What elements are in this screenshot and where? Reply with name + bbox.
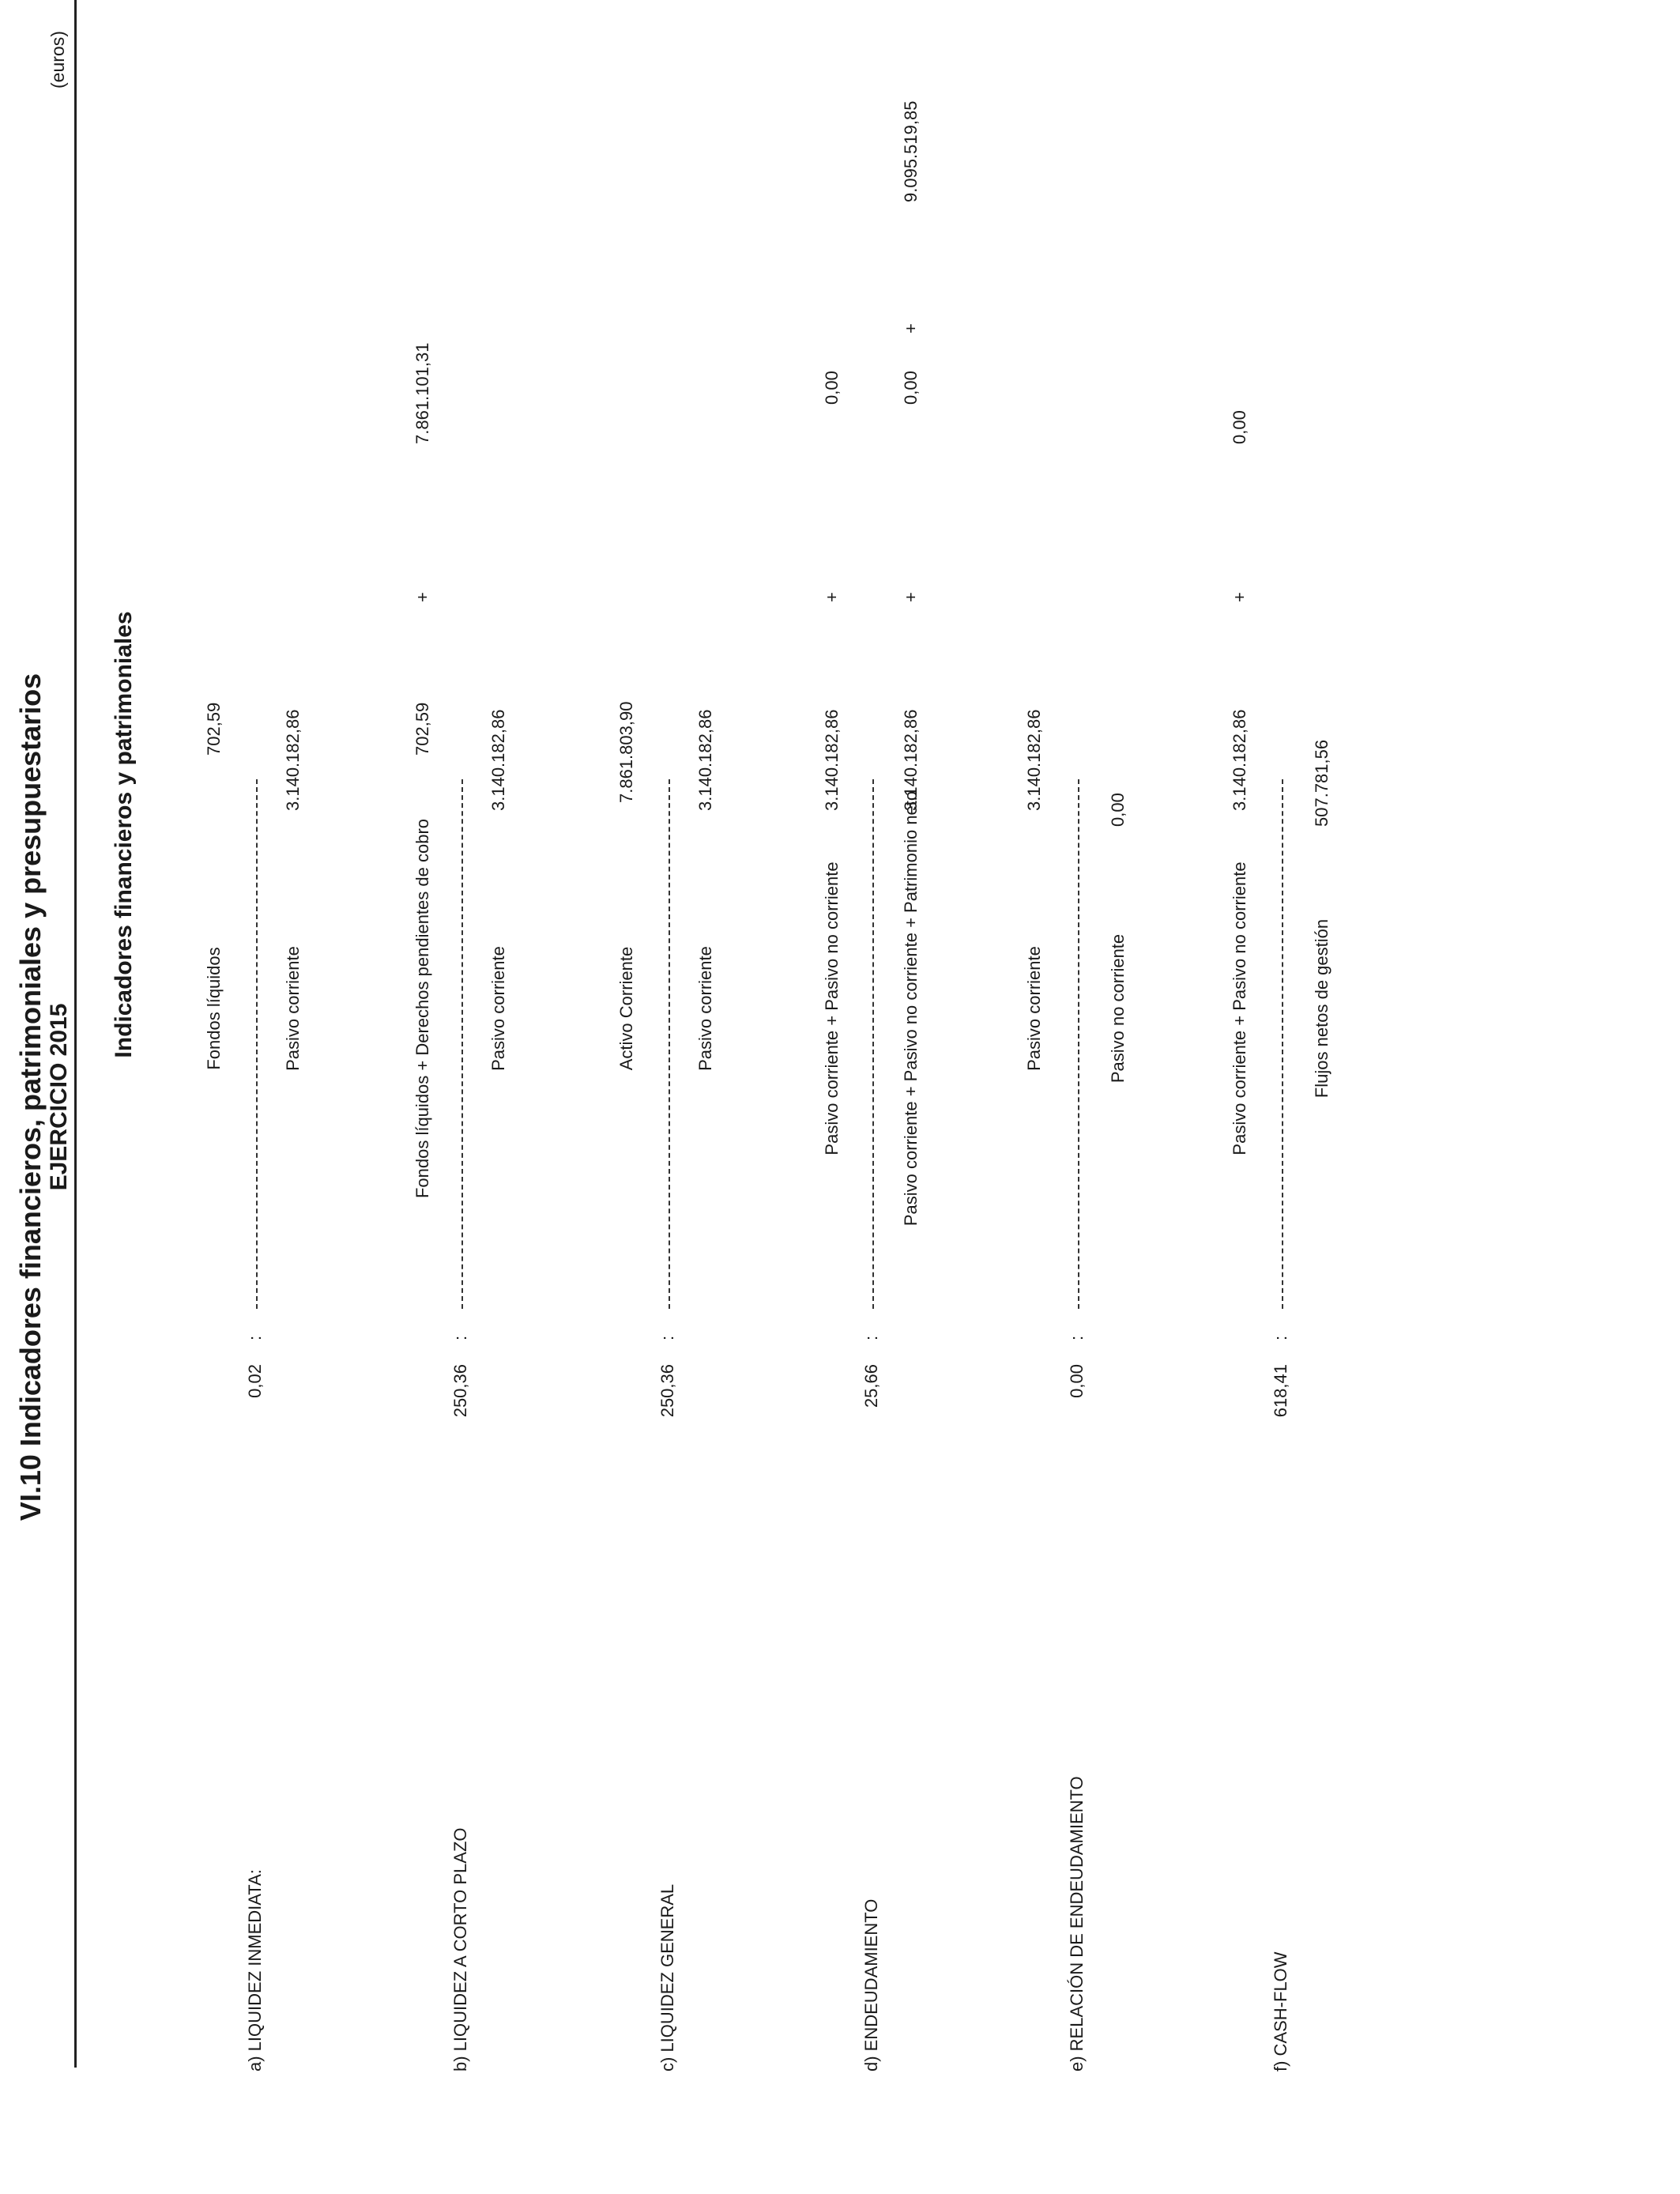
- numerator-amount: 7.861.803,90: [616, 701, 636, 803]
- numerator-amount: 3.140.182,86: [822, 709, 842, 811]
- indicator-value: 618,41: [1271, 1364, 1290, 1418]
- denominator-formula: Pasivo corriente: [283, 946, 303, 1071]
- denominator-amount: 0,00: [1108, 793, 1128, 827]
- numerator-formula: Fondos líquidos: [204, 947, 224, 1070]
- numerator-amount: 702,59: [204, 702, 224, 756]
- numerator-formula: Fondos líquidos + Derechos pendientes de cobro: [412, 818, 432, 1199]
- fraction-line: [1078, 779, 1079, 1309]
- denominator-amount: 3.140.182,86: [901, 709, 921, 811]
- plus-sign: +: [901, 323, 921, 334]
- indicator-colon: :: [657, 1335, 677, 1340]
- denominator-amount: 3.140.182,86: [283, 709, 303, 811]
- numerator-amount: 3.140.182,86: [1024, 709, 1044, 811]
- denominator-formula: Pasivo corriente: [695, 946, 715, 1071]
- indicator-colon: :: [450, 1335, 470, 1340]
- denominator-formula: Pasivo corriente + Pasivo no corriente + Patrimonio neto: [901, 790, 921, 1227]
- plus-sign: +: [1230, 592, 1249, 602]
- plus-sign: +: [822, 592, 842, 602]
- fraction-line: [1282, 779, 1283, 1309]
- numerator-formula: Activo Corriente: [616, 946, 636, 1071]
- indicator-label: b) LIQUIDEZ A CORTO PLAZO: [450, 1827, 470, 2071]
- numerator-formula: Pasivo corriente: [1024, 946, 1044, 1071]
- numerator-amount: 0,00: [822, 371, 842, 405]
- indicator-label: d) ENDEUDAMIENTO: [861, 1898, 881, 2071]
- indicator-value: 25,66: [861, 1364, 881, 1408]
- indicator-label: e) RELACIÓN DE ENDEUDAMIENTO: [1067, 1776, 1087, 2071]
- fraction-line: [872, 779, 874, 1309]
- denominator-amount: 3.140.182,86: [488, 709, 508, 811]
- denominator-formula: Pasivo no corriente: [1108, 933, 1128, 1084]
- report-subtitle: EJERCICIO 2015: [46, 1003, 72, 1191]
- indicator-label: c) LIQUIDEZ GENERAL: [657, 1883, 677, 2071]
- plus-sign: +: [412, 592, 432, 602]
- fraction-line: [256, 779, 258, 1309]
- indicator-value: 0,00: [1067, 1364, 1087, 1398]
- indicator-colon: :: [861, 1335, 881, 1340]
- denominator-amount: 3.140.182,86: [695, 709, 715, 811]
- fraction-line: [461, 779, 463, 1309]
- denominator-amount: 507.781,56: [1312, 739, 1332, 827]
- plus-sign: +: [901, 592, 921, 602]
- section-title: Indicadores financieros y patrimoniales: [111, 611, 137, 1058]
- indicator-value: 250,36: [450, 1364, 470, 1418]
- header-rule: [74, 0, 77, 2068]
- indicator-colon: :: [1067, 1335, 1087, 1340]
- fraction-line: [669, 779, 670, 1309]
- numerator-amount: 702,59: [412, 702, 432, 756]
- denominator-formula: Pasivo corriente: [488, 946, 508, 1071]
- denominator-amount: 0,00: [901, 371, 921, 405]
- unit-label: (euros): [47, 31, 68, 89]
- indicator-label: a) LIQUIDEZ INMEDIATA:: [245, 1869, 265, 2071]
- numerator-amount: 3.140.182,86: [1230, 709, 1249, 811]
- report-title: VI.10 Indicadores financieros, patrimoniales y presupuestarios: [14, 673, 47, 1521]
- numerator-formula: Pasivo corriente + Pasivo no corriente: [822, 861, 842, 1155]
- indicator-colon: :: [245, 1335, 265, 1340]
- denominator-amount: 9.095.519,85: [901, 100, 921, 202]
- numerator-amount: 0,00: [1230, 410, 1249, 444]
- denominator-formula: Flujos netos de gestión: [1312, 918, 1332, 1099]
- numerator-formula: Pasivo corriente + Pasivo no corriente: [1230, 861, 1249, 1155]
- indicator-colon: :: [1271, 1335, 1290, 1340]
- numerator-amount: 7.861.101,31: [412, 342, 432, 444]
- indicator-value: 250,36: [657, 1364, 677, 1418]
- indicator-label: f) CASH-FLOW: [1271, 1951, 1290, 2071]
- indicator-value: 0,02: [245, 1364, 265, 1398]
